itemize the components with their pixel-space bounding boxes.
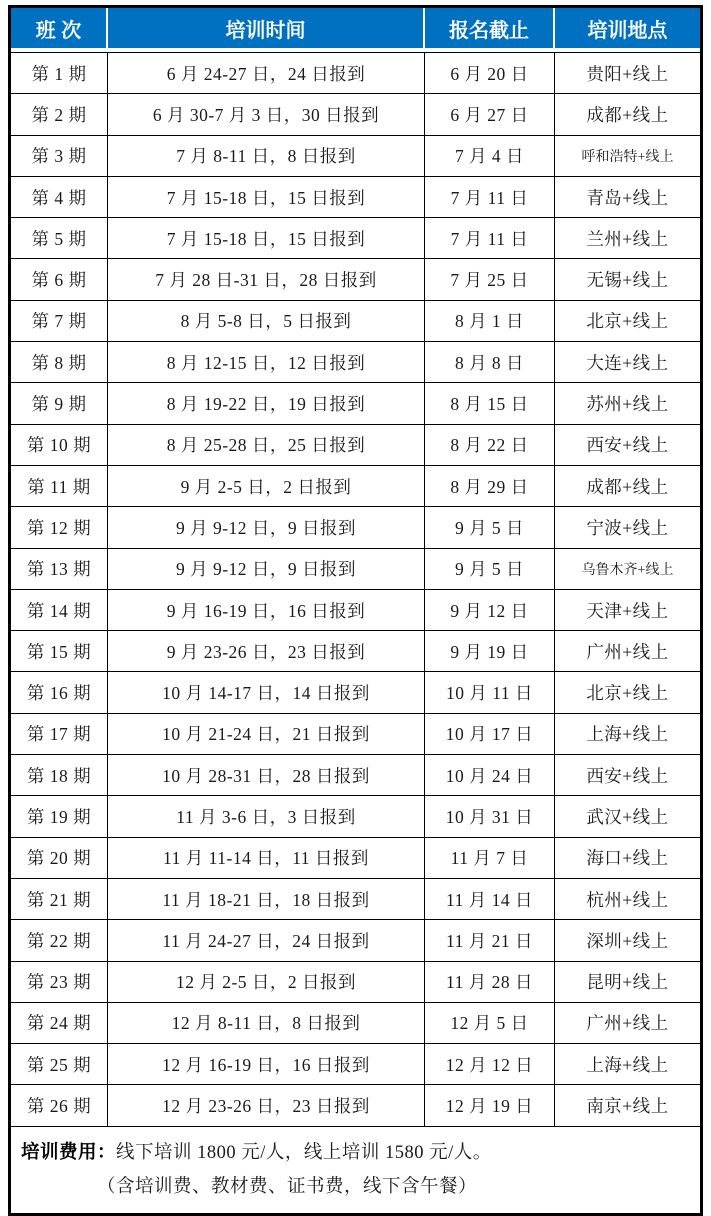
period-cell: 第 18 期	[11, 754, 108, 795]
location-cell: 苏州+线上	[555, 382, 700, 423]
time-cell: 6 月 30-7 月 3 日，30 日报到	[108, 93, 425, 134]
period-cell: 第 21 期	[11, 878, 108, 919]
fee-line-2: （含培训费、教材费、证书费，线下含午餐）	[97, 1177, 478, 1198]
time-cell: 12 月 16-19 日，16 日报到	[108, 1043, 425, 1084]
header-cell-location: 培训地点	[555, 8, 700, 52]
table-row	[11, 52, 700, 93]
deadline-cell: 11 月 14 日	[425, 878, 555, 919]
table-row	[11, 961, 700, 1002]
deadline-cell: 12 月 19 日	[425, 1084, 555, 1125]
table-footer	[11, 1126, 700, 1213]
fee-label: 培训费用：	[21, 1141, 117, 1162]
deadline-cell: 7 月 25 日	[425, 258, 555, 299]
location-cell: 上海+线上	[555, 713, 700, 754]
location-cell: 兰州+线上	[555, 217, 700, 258]
table-row	[11, 1043, 700, 1084]
schedule-table-body	[11, 52, 700, 1126]
location-cell: 上海+线上	[555, 1043, 700, 1084]
deadline-cell: 12 月 12 日	[425, 1043, 555, 1084]
time-cell: 8 月 12-15 日，12 日报到	[108, 341, 425, 382]
time-cell: 8 月 25-28 日，25 日报到	[108, 424, 425, 465]
header-cell-time: 培训时间	[108, 8, 425, 52]
time-cell: 6 月 24-27 日，24 日报到	[108, 52, 425, 93]
table-row	[11, 919, 700, 960]
deadline-cell: 7 月 4 日	[425, 135, 555, 176]
deadline-cell: 10 月 11 日	[425, 671, 555, 712]
table-row	[11, 754, 700, 795]
deadline-cell: 8 月 29 日	[425, 465, 555, 506]
table-row	[11, 424, 700, 465]
time-cell: 11 月 3-6 日，3 日报到	[108, 795, 425, 836]
location-cell: 青岛+线上	[555, 176, 700, 217]
location-cell: 海口+线上	[555, 837, 700, 878]
time-cell: 12 月 2-5 日，2 日报到	[108, 961, 425, 1002]
time-cell: 7 月 15-18 日，15 日报到	[108, 217, 425, 258]
period-cell: 第 20 期	[11, 837, 108, 878]
table-row	[11, 382, 700, 423]
table-row	[11, 548, 700, 589]
table-row	[11, 135, 700, 176]
period-cell: 第 1 期	[11, 52, 108, 93]
location-cell: 乌鲁木齐+线上	[555, 548, 700, 589]
table-row	[11, 258, 700, 299]
period-cell: 第 8 期	[11, 341, 108, 382]
period-cell: 第 11 期	[11, 465, 108, 506]
deadline-cell: 11 月 28 日	[425, 961, 555, 1002]
period-cell: 第 24 期	[11, 1002, 108, 1043]
deadline-cell: 8 月 1 日	[425, 300, 555, 341]
deadline-cell: 7 月 11 日	[425, 217, 555, 258]
table-row	[11, 93, 700, 134]
table-header	[11, 8, 700, 52]
table-row	[11, 176, 700, 217]
period-cell: 第 9 期	[11, 382, 108, 423]
location-cell: 天津+线上	[555, 589, 700, 630]
location-cell: 广州+线上	[555, 630, 700, 671]
table-row	[11, 589, 700, 630]
location-cell: 贵阳+线上	[555, 52, 700, 93]
table-row	[11, 341, 700, 382]
fee-line-1	[21, 1135, 690, 1170]
time-cell: 11 月 11-14 日，11 日报到	[108, 837, 425, 878]
table-row	[11, 300, 700, 341]
table-row	[11, 465, 700, 506]
deadline-cell: 9 月 5 日	[425, 548, 555, 589]
table-row	[11, 506, 700, 547]
location-cell: 成都+线上	[555, 465, 700, 506]
deadline-cell: 9 月 12 日	[425, 589, 555, 630]
location-cell: 西安+线上	[555, 754, 700, 795]
location-cell: 呼和浩特+线上	[555, 135, 700, 176]
location-cell: 大连+线上	[555, 341, 700, 382]
location-cell: 昆明+线上	[555, 961, 700, 1002]
fee-note-row	[11, 1126, 700, 1213]
deadline-cell: 10 月 31 日	[425, 795, 555, 836]
period-cell: 第 4 期	[11, 176, 108, 217]
deadline-cell: 8 月 22 日	[425, 424, 555, 465]
deadline-cell: 6 月 27 日	[425, 93, 555, 134]
location-cell: 宁波+线上	[555, 506, 700, 547]
period-cell: 第 17 期	[11, 713, 108, 754]
location-cell: 杭州+线上	[555, 878, 700, 919]
period-cell: 第 5 期	[11, 217, 108, 258]
deadline-cell: 10 月 17 日	[425, 713, 555, 754]
deadline-cell: 11 月 21 日	[425, 919, 555, 960]
period-cell: 第 22 期	[11, 919, 108, 960]
deadline-cell: 12 月 5 日	[425, 1002, 555, 1043]
table-row	[11, 878, 700, 919]
period-cell: 第 23 期	[11, 961, 108, 1002]
header-row	[11, 8, 700, 52]
time-cell: 9 月 9-12 日，9 日报到	[108, 506, 425, 547]
time-cell: 10 月 21-24 日，21 日报到	[108, 713, 425, 754]
location-cell: 广州+线上	[555, 1002, 700, 1043]
deadline-cell: 8 月 15 日	[425, 382, 555, 423]
time-cell: 11 月 18-21 日，18 日报到	[108, 878, 425, 919]
location-cell: 无锡+线上	[555, 258, 700, 299]
period-cell: 第 12 期	[11, 506, 108, 547]
deadline-cell: 10 月 24 日	[425, 754, 555, 795]
location-cell: 南京+线上	[555, 1084, 700, 1125]
time-cell: 11 月 24-27 日，24 日报到	[108, 919, 425, 960]
training-schedule-table	[8, 5, 703, 1216]
time-cell: 7 月 28 日-31 日，28 日报到	[108, 258, 425, 299]
fee-text: 线下培训 1800 元/人，线上培训 1580 元/人。	[116, 1143, 492, 1163]
location-cell: 北京+线上	[555, 671, 700, 712]
time-cell: 12 月 23-26 日，23 日报到	[108, 1084, 425, 1125]
deadline-cell: 6 月 20 日	[425, 52, 555, 93]
period-cell: 第 14 期	[11, 589, 108, 630]
time-cell: 9 月 2-5 日，2 日报到	[108, 465, 425, 506]
table-row	[11, 713, 700, 754]
location-cell: 武汉+线上	[555, 795, 700, 836]
time-cell: 8 月 19-22 日，19 日报到	[108, 382, 425, 423]
fee-note-cell	[11, 1126, 700, 1213]
deadline-cell: 7 月 11 日	[425, 176, 555, 217]
location-cell: 成都+线上	[555, 93, 700, 134]
period-cell: 第 25 期	[11, 1043, 108, 1084]
time-cell: 9 月 16-19 日，16 日报到	[108, 589, 425, 630]
table-row	[11, 1002, 700, 1043]
deadline-cell: 9 月 5 日	[425, 506, 555, 547]
header-cell-period: 班 次	[11, 8, 108, 52]
time-cell: 9 月 23-26 日，23 日报到	[108, 630, 425, 671]
time-cell: 8 月 5-8 日，5 日报到	[108, 300, 425, 341]
time-cell: 9 月 9-12 日，9 日报到	[108, 548, 425, 589]
table-row	[11, 1084, 700, 1125]
period-cell: 第 6 期	[11, 258, 108, 299]
time-cell: 7 月 8-11 日，8 日报到	[108, 135, 425, 176]
header-cell-deadline: 报名截止	[425, 8, 555, 52]
table-row	[11, 630, 700, 671]
table-row	[11, 795, 700, 836]
table-row	[11, 671, 700, 712]
table-row	[11, 837, 700, 878]
time-cell: 10 月 14-17 日，14 日报到	[108, 671, 425, 712]
time-cell: 12 月 8-11 日，8 日报到	[108, 1002, 425, 1043]
location-cell: 深圳+线上	[555, 919, 700, 960]
period-cell: 第 3 期	[11, 135, 108, 176]
period-cell: 第 7 期	[11, 300, 108, 341]
table-row	[11, 217, 700, 258]
deadline-cell: 8 月 8 日	[425, 341, 555, 382]
location-cell: 北京+线上	[555, 300, 700, 341]
deadline-cell: 11 月 7 日	[425, 837, 555, 878]
period-cell: 第 16 期	[11, 671, 108, 712]
period-cell: 第 2 期	[11, 93, 108, 134]
period-cell: 第 13 期	[11, 548, 108, 589]
period-cell: 第 19 期	[11, 795, 108, 836]
time-cell: 7 月 15-18 日，15 日报到	[108, 176, 425, 217]
period-cell: 第 26 期	[11, 1084, 108, 1125]
period-cell: 第 15 期	[11, 630, 108, 671]
location-cell: 西安+线上	[555, 424, 700, 465]
period-cell: 第 10 期	[11, 424, 108, 465]
deadline-cell: 9 月 19 日	[425, 630, 555, 671]
time-cell: 10 月 28-31 日，28 日报到	[108, 754, 425, 795]
